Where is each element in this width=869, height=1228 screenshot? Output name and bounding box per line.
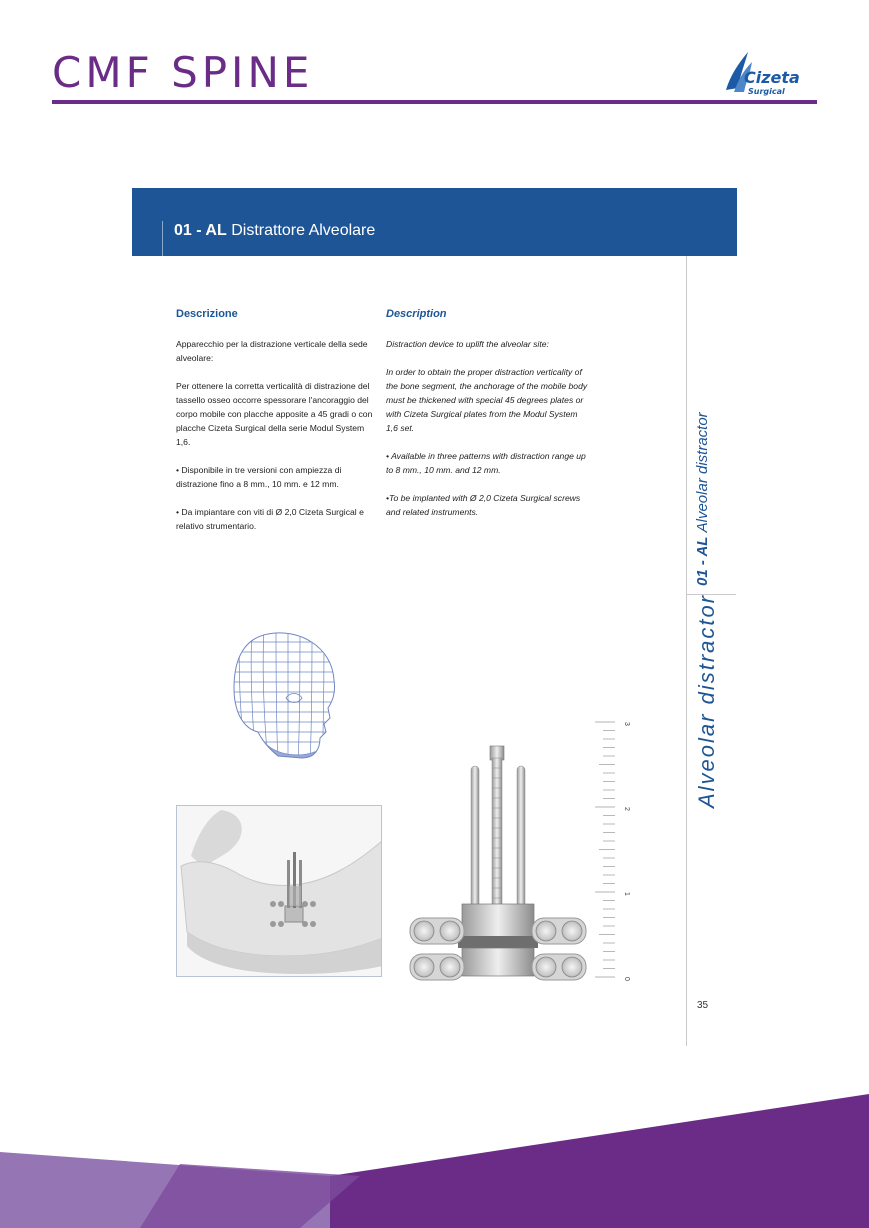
italian-paragraph: Apparecchio per la distrazione verticale della sede alveolare: (176, 339, 368, 363)
sidebar-code: 01 - AL (694, 536, 711, 586)
italian-heading: Descrizione (176, 308, 238, 320)
italian-description (176, 337, 376, 547)
ruler-label: 2 (623, 807, 630, 811)
banner-product-name: Distrattore Alveolare (231, 222, 376, 239)
sidebar-code-text: Alveolar distractor (694, 412, 711, 533)
page-title: CMF SPINE (52, 48, 314, 97)
header-rule (52, 100, 817, 104)
logo-subtitle: Surgical (748, 87, 785, 96)
english-paragraph: Distraction device to uplift the alveolar site: (386, 339, 549, 349)
ruler-label: 0 (623, 977, 630, 981)
english-paragraph: In order to obtain the proper distraction verticality of the bone segment, the anchorage of the mobile body must be thickened with special 45 degrees plates or with Cizeta Surgical plates from the Modul System 1,6 set. (386, 367, 588, 433)
english-description (386, 337, 591, 533)
distractor-device-photo (404, 738, 594, 996)
footer-decoration (0, 1090, 869, 1228)
measurement-ruler (593, 716, 633, 986)
jaw-implant-photo (176, 805, 382, 977)
sidebar-rule (686, 256, 687, 1046)
italian-paragraph: Per ottenere la corretta verticalità di distrazione del tassello osseo occorre spessorare l'ancoraggio del corpo mobile con placche apposite a 45 gradi o con placche Cizeta Surgical della serie Modul System 1,6. (176, 381, 373, 447)
sidebar-section-label: Alveolar distractor (694, 593, 719, 808)
jaw-illustration (177, 806, 382, 977)
ruler-label: 3 (623, 722, 630, 726)
english-heading: Description (386, 308, 447, 320)
english-paragraph: •To be implanted with Ø 2,0 Cizeta Surgical screws and related instruments. (386, 493, 581, 517)
italian-paragraph: • Da impiantare con viti di Ø 2,0 Cizeta Surgical e relativo strumentario. (176, 507, 364, 531)
sidebar-code-label (694, 412, 712, 586)
banner-divider (162, 221, 163, 256)
logo-wordmark: Cizeta (744, 68, 800, 87)
italian-paragraph: • Disponibile in tre versioni con ampiezza di distrazione fino a 8 mm., 10 mm. e 12 mm. (176, 465, 342, 489)
banner-code: 01 - AL (174, 222, 227, 239)
page-number: 35 (697, 1000, 709, 1011)
banner-title (174, 221, 375, 241)
ruler-label: 1 (623, 892, 630, 896)
ruler-ticks (595, 722, 615, 977)
english-paragraph: • Available in three patterns with distraction range up to 8 mm., 10 mm. and 12 mm. (386, 451, 586, 475)
head-wireframe-illustration (228, 628, 340, 764)
